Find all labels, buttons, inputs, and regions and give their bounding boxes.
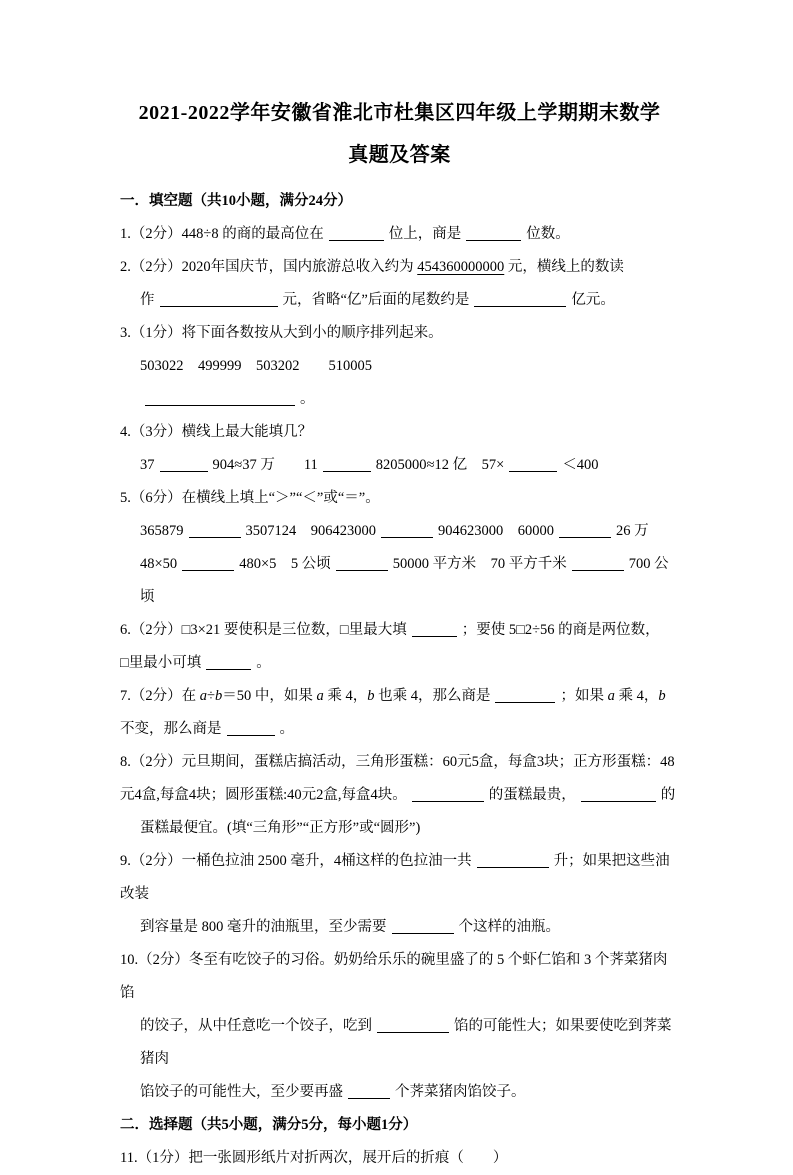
question-line bbox=[120, 1142, 679, 1175]
question-line bbox=[120, 251, 679, 284]
section-header: 一．填空题（共10小题，满分24分） bbox=[120, 193, 352, 209]
question-text: 5.（6分）在横线上填上“＞”“＜”或“＝”。 bbox=[120, 490, 380, 506]
question-text: 的饺子，从中任意吃一个饺子，吃到 bbox=[140, 1018, 372, 1034]
question-line bbox=[120, 614, 679, 647]
answer-blank bbox=[377, 1018, 449, 1033]
answer-blank bbox=[160, 292, 278, 307]
variable: a bbox=[316, 688, 324, 704]
variable: a bbox=[199, 688, 207, 704]
answer-blank bbox=[509, 457, 557, 472]
question-text: 50000 平方米 70 平方千米 bbox=[392, 556, 567, 572]
question-line bbox=[120, 449, 679, 482]
question-line bbox=[120, 383, 679, 416]
answer-blank bbox=[572, 556, 624, 571]
question-text: ；要使 5□2÷56 的商是两位数， bbox=[461, 622, 660, 638]
question-line bbox=[120, 416, 679, 449]
question-text: 亿元。 bbox=[571, 292, 615, 308]
question bbox=[120, 218, 679, 251]
answer-blank bbox=[477, 853, 549, 868]
question-line bbox=[120, 317, 679, 350]
question bbox=[120, 251, 679, 317]
question-text: 48×50 bbox=[140, 556, 178, 572]
question bbox=[120, 845, 679, 944]
doc-title bbox=[120, 92, 679, 176]
answer-blank bbox=[581, 787, 656, 802]
question-text: 。 bbox=[300, 391, 315, 407]
answer-blank bbox=[323, 457, 371, 472]
underlined-value: 454360000000 bbox=[417, 259, 505, 275]
question-text: 8205000≈12 亿 57× bbox=[375, 457, 505, 473]
question-text: 700 公顷 bbox=[140, 556, 669, 605]
question-text: 元，横线上的数读 bbox=[504, 259, 624, 275]
question-text: 元，省略“亿”后面的尾数约是 bbox=[282, 292, 470, 308]
question-line bbox=[120, 482, 679, 515]
question-line bbox=[120, 845, 679, 911]
question-text: 到容量是 800 毫升的油瓶里，至少需要 bbox=[140, 919, 387, 935]
answer-blank bbox=[206, 655, 251, 670]
question-text: 904≈37 万 11 bbox=[212, 457, 318, 473]
question-text: 10.（2分）冬至有吃饺子的习俗。奶奶给乐乐的碗里盛了的 5 个虾仁馅和 3 个荠菜猪肉馅 bbox=[120, 952, 668, 1001]
question-text: 3507124 906423000 bbox=[245, 523, 376, 539]
question-text: 元4盒,每盒4块；圆形蛋糕:40元2盒,每盒4块。 bbox=[120, 787, 407, 803]
question bbox=[120, 482, 679, 614]
answer-blank bbox=[145, 391, 295, 406]
question-text: 。 bbox=[279, 721, 294, 737]
variable: b bbox=[367, 688, 375, 704]
question-text: 11.（1分）把一张圆形纸片对折两次，展开后的折痕（ ） bbox=[120, 1150, 508, 1166]
question-line bbox=[120, 350, 679, 383]
answer-blank bbox=[182, 556, 234, 571]
answer-blank bbox=[412, 622, 457, 637]
question-line bbox=[120, 515, 679, 548]
question bbox=[120, 614, 679, 680]
answer-blank bbox=[412, 787, 484, 802]
question-line bbox=[120, 944, 679, 1010]
question-text: 2.（2分）2020年国庆节，国内旅游总收入约为 bbox=[120, 259, 418, 275]
answer-blank bbox=[559, 523, 611, 538]
question-text: 作 bbox=[140, 292, 155, 308]
answer-blank bbox=[466, 226, 521, 241]
question-text: 也乘 4，那么商是 bbox=[374, 688, 491, 704]
question-text: 904623000 60000 bbox=[438, 523, 554, 539]
question-text: ÷ bbox=[207, 688, 215, 704]
question-text: 位上，商是 bbox=[388, 226, 462, 242]
section-header: 二．选择题（共5小题，满分5分，每小题1分） bbox=[120, 1117, 418, 1133]
question-text: 365879 bbox=[140, 523, 184, 539]
question-line bbox=[120, 284, 679, 317]
question-line bbox=[120, 812, 679, 845]
question-text: 9.（2分）一桶色拉油 2500 毫升，4桶这样的色拉油一共 bbox=[120, 853, 472, 869]
question-text: ；如果 bbox=[560, 688, 608, 704]
question bbox=[120, 944, 679, 1109]
question-text: 6.（2分）□3×21 要使积是三位数，□里最大填 bbox=[120, 622, 407, 638]
question bbox=[120, 1142, 679, 1175]
question-text: 。 bbox=[256, 655, 271, 671]
question-text: 503022 499999 503202 510005 bbox=[140, 358, 372, 374]
doc-title-line1: 2021-2022学年安徽省淮北市杜集区四年级上学期期末数学 bbox=[138, 102, 661, 124]
answer-blank bbox=[160, 457, 208, 472]
answer-blank bbox=[329, 226, 384, 241]
question-text: ＝50 中，如果 bbox=[222, 688, 317, 704]
answer-blank bbox=[381, 523, 433, 538]
variable: b bbox=[214, 688, 223, 704]
question-text: ＜400 bbox=[562, 457, 599, 473]
question-text: 乘 4， bbox=[614, 688, 659, 704]
question-line bbox=[120, 911, 679, 944]
question-line bbox=[120, 647, 679, 680]
question-text: 馅的可能性大；如果要使吃到荠菜猪肉 bbox=[140, 1018, 672, 1067]
question-text: 蛋糕最便宜。(填“三角形”“正方形”或“圆形”) bbox=[140, 820, 421, 836]
question-text: 480×5 5 公顷 bbox=[239, 556, 331, 572]
question-text: 位数。 bbox=[526, 226, 570, 242]
question-line bbox=[120, 779, 679, 812]
question-text: 乘 4， bbox=[323, 688, 368, 704]
question bbox=[120, 680, 679, 746]
answer-blank bbox=[336, 556, 388, 571]
variable: a bbox=[607, 688, 615, 704]
question-text: 的 bbox=[660, 787, 676, 803]
question-text: 8.（2分）元旦期间，蛋糕店搞活动，三角形蛋糕：60元5盒，每盒3块；正方形蛋糕：48 bbox=[120, 754, 675, 770]
question-text: 3.（1分）将下面各数按从大到小的顺序排列起来。 bbox=[120, 325, 443, 341]
question-text: 馅饺子的可能性大，至少要再盛 bbox=[140, 1084, 343, 1100]
question bbox=[120, 416, 679, 482]
question-line bbox=[120, 1076, 679, 1109]
question-text: 1.（2分）448÷8 的商的最高位在 bbox=[120, 226, 324, 242]
document-content bbox=[120, 185, 679, 1175]
answer-blank bbox=[227, 721, 275, 736]
answer-blank bbox=[495, 688, 555, 703]
question-line bbox=[120, 1010, 679, 1076]
answer-blank bbox=[392, 919, 454, 934]
answer-blank bbox=[189, 523, 241, 538]
question-text: 个荠菜猪肉馅饺子。 bbox=[395, 1084, 526, 1100]
question-text: 的蛋糕最贵， bbox=[488, 787, 576, 803]
question-text: 不变，那么商是 bbox=[120, 721, 222, 737]
question-line bbox=[120, 746, 679, 779]
question-line bbox=[120, 713, 679, 746]
question-line bbox=[120, 218, 679, 251]
answer-blank bbox=[474, 292, 566, 307]
question-text: 7.（2分）在 bbox=[120, 688, 200, 704]
question-text: 37 bbox=[140, 457, 155, 473]
question-text: 26 万 bbox=[616, 523, 649, 539]
question-text: 升；如果把这些油改装 bbox=[120, 853, 670, 902]
question-text: 个这样的油瓶。 bbox=[458, 919, 560, 935]
answer-blank bbox=[348, 1084, 390, 1099]
question-line bbox=[120, 548, 679, 614]
doc-title-line2: 真题及答案 bbox=[348, 144, 451, 166]
question-line bbox=[120, 680, 679, 713]
variable: b bbox=[658, 688, 666, 704]
question bbox=[120, 317, 679, 416]
question-text: □里最小可填 bbox=[120, 655, 202, 671]
question-text: 4.（3分）横线上最大能填几？ bbox=[120, 424, 313, 440]
question bbox=[120, 746, 679, 845]
